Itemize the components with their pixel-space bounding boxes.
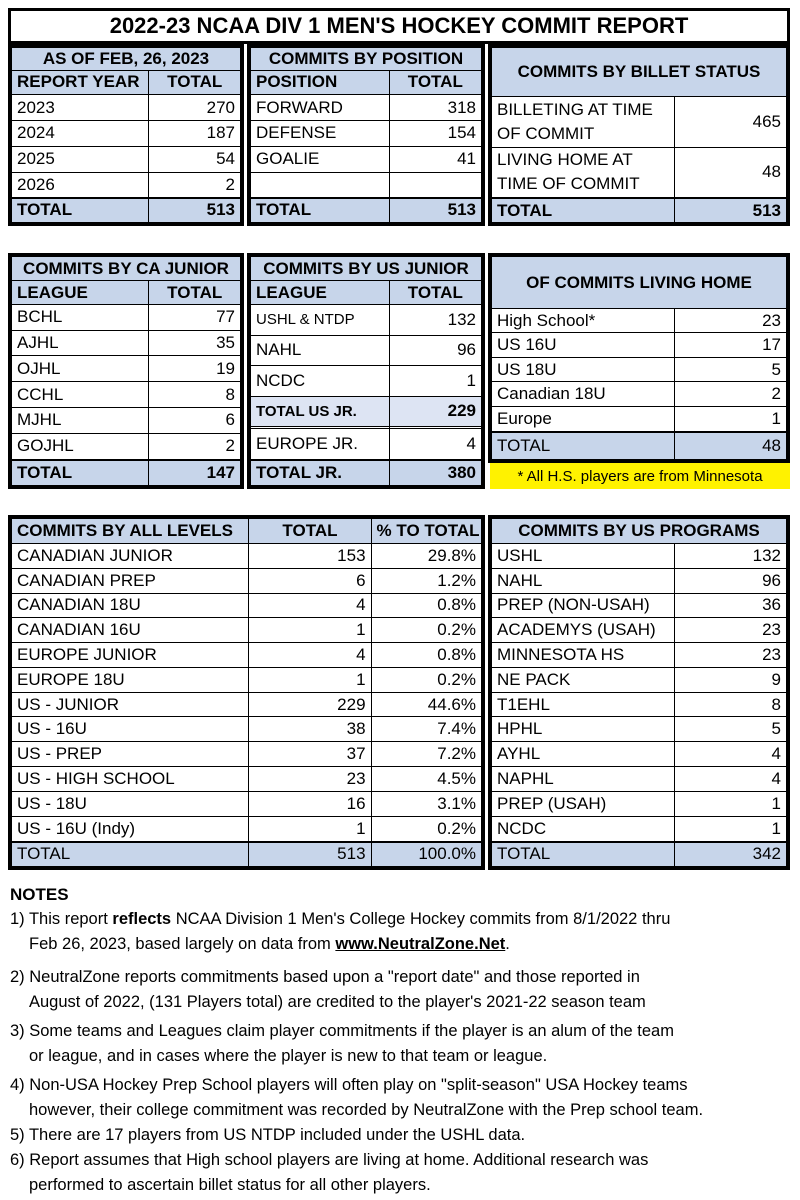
by-billet-table [488, 44, 790, 226]
program-label: ACADEMYS (USAH) [492, 618, 675, 643]
level-pct: 3.1% [371, 791, 481, 816]
total-label: TOTAL [12, 460, 149, 486]
program-value: 23 [674, 618, 786, 643]
program-value: 5 [674, 717, 786, 742]
by-position-table [247, 44, 485, 226]
note-1-cont: Feb 26, 2023, based largely on data from www.NeutralZone.Net. [29, 935, 510, 953]
total-us-jr-value: 229 [389, 396, 481, 427]
level-total: 23 [249, 767, 371, 792]
level-pct: 29.8% [371, 544, 481, 569]
home-value: 2 [674, 382, 786, 406]
home-label: Europe [492, 406, 675, 431]
level-label: US - PREP [12, 742, 249, 767]
notes-heading: NOTES [10, 885, 69, 904]
league-label: AJHL [12, 330, 149, 356]
note-4: 4) Non-USA Hockey Prep School players will often play on "split-season" USA Hockey teams [10, 1076, 688, 1094]
league-value: 77 [149, 305, 241, 331]
position-label: DEFENSE [251, 121, 390, 147]
total-jr-value: 380 [389, 460, 481, 486]
league-label: NCDC [251, 366, 390, 397]
level-label: CANADIAN 18U [12, 593, 249, 618]
total-value: 48 [674, 432, 786, 460]
level-pct: 0.2% [371, 667, 481, 692]
level-total: 153 [249, 544, 371, 569]
level-label: EUROPE 18U [12, 667, 249, 692]
us-programs-table [488, 515, 790, 870]
level-total: 1 [249, 667, 371, 692]
home-value: 5 [674, 357, 786, 381]
ca-junior-header: COMMITS BY CA JUNIOR [12, 257, 241, 281]
note-1: 1) This report reflects NCAA Division 1 Men's College Hockey commits from 8/1/2022 thru [10, 910, 671, 928]
ca-junior-table [8, 253, 244, 489]
level-pct: 7.4% [371, 717, 481, 742]
level-label: US - HIGH SCHOOL [12, 767, 249, 792]
program-value: 1 [674, 791, 786, 816]
total-value: 147 [149, 460, 241, 486]
level-total: 16 [249, 791, 371, 816]
billet-label: LIVING HOME AT TIME OF COMMIT [492, 147, 675, 198]
by-billet-header: COMMITS BY BILLET STATUS [492, 48, 787, 97]
note-6-cont: performed to ascertain billet status for all other players. [29, 1176, 431, 1194]
league-label: NAHL [251, 335, 390, 366]
level-pct: 44.6% [371, 692, 481, 717]
league-value: 132 [389, 305, 481, 336]
league-value: 35 [149, 330, 241, 356]
league-value: 1 [389, 366, 481, 397]
program-label: AYHL [492, 742, 675, 767]
position-value: 41 [389, 146, 481, 172]
level-label: CANADIAN PREP [12, 568, 249, 593]
program-value: 4 [674, 742, 786, 767]
total-label: TOTAL [492, 842, 675, 867]
living-home-header: OF COMMITS LIVING HOME [492, 257, 787, 309]
col-league: LEAGUE [12, 281, 149, 305]
home-label: US 16U [492, 333, 675, 357]
col-position: POSITION [251, 70, 390, 95]
col-total: TOTAL [149, 70, 241, 95]
col-total: TOTAL [149, 281, 241, 305]
total-label: TOTAL [12, 842, 249, 867]
level-label: CANADIAN 16U [12, 618, 249, 643]
total-value: 513 [149, 198, 241, 223]
league-value: 6 [149, 407, 241, 433]
level-label: EUROPE JUNIOR [12, 643, 249, 668]
empty-cell [389, 172, 481, 198]
billet-value: 465 [674, 96, 786, 147]
program-value: 4 [674, 767, 786, 792]
year-label: 2026 [12, 172, 149, 198]
program-value: 96 [674, 568, 786, 593]
level-total: 4 [249, 643, 371, 668]
col-total: TOTAL [389, 281, 481, 305]
year-label: 2025 [12, 146, 149, 172]
by-year-table [8, 44, 244, 226]
billet-label: BILLETING AT TIME OF COMMIT [492, 96, 675, 147]
total-pct: 100.0% [371, 842, 481, 867]
total-value: 513 [674, 198, 786, 222]
level-label: US - 16U [12, 717, 249, 742]
program-value: 36 [674, 593, 786, 618]
league-value: 96 [389, 335, 481, 366]
all-levels-table [8, 515, 485, 870]
league-label: CCHL [12, 382, 149, 408]
total-value: 342 [674, 842, 786, 867]
col-all-levels: COMMITS BY ALL LEVELS [12, 519, 249, 544]
home-value: 17 [674, 333, 786, 357]
total-label: TOTAL [492, 198, 675, 222]
total-value: 513 [249, 842, 371, 867]
level-label: US - 18U [12, 791, 249, 816]
level-pct: 1.2% [371, 568, 481, 593]
note-5: 5) There are 17 players from US NTDP included under the USHL data. [10, 1126, 526, 1144]
league-label: OJHL [12, 356, 149, 382]
us-junior-header: COMMITS BY US JUNIOR [251, 257, 482, 281]
program-label: NCDC [492, 816, 675, 841]
league-label: BCHL [12, 305, 149, 331]
total-label: TOTAL [251, 198, 390, 223]
us-programs-header: COMMITS BY US PROGRAMS [492, 519, 787, 544]
home-value: 23 [674, 309, 786, 333]
league-value: 19 [149, 356, 241, 382]
by-year-header: AS OF FEB, 26, 2023 [12, 48, 241, 71]
year-value: 270 [149, 95, 241, 121]
level-total: 229 [249, 692, 371, 717]
total-us-jr-label: TOTAL US JR. [251, 396, 390, 427]
position-label: GOALIE [251, 146, 390, 172]
europe-jr-value: 4 [389, 428, 481, 459]
notes-section [10, 882, 792, 1198]
level-pct: 7.2% [371, 742, 481, 767]
position-label: FORWARD [251, 95, 390, 121]
level-label: CANADIAN JUNIOR [12, 544, 249, 569]
program-label: T1EHL [492, 692, 675, 717]
level-label: US - 16U (Indy) [12, 816, 249, 841]
total-jr-label: TOTAL JR. [251, 460, 390, 486]
level-pct: 0.2% [371, 816, 481, 841]
home-label: High School* [492, 309, 675, 333]
home-label: Canadian 18U [492, 382, 675, 406]
program-label: NE PACK [492, 667, 675, 692]
total-value: 513 [389, 198, 481, 223]
level-pct: 4.5% [371, 767, 481, 792]
home-label: US 18U [492, 357, 675, 381]
league-value: 2 [149, 433, 241, 459]
program-label: HPHL [492, 717, 675, 742]
billet-value: 48 [674, 147, 786, 198]
program-label: PREP (NON-USAH) [492, 593, 675, 618]
program-value: 8 [674, 692, 786, 717]
league-label: GOJHL [12, 433, 149, 459]
level-total: 38 [249, 717, 371, 742]
col-total: TOTAL [249, 519, 371, 544]
program-value: 1 [674, 816, 786, 841]
program-label: NAHL [492, 568, 675, 593]
home-value: 1 [674, 406, 786, 431]
position-value: 154 [389, 121, 481, 147]
col-report-year: REPORT YEAR [12, 70, 149, 95]
total-label: TOTAL [492, 432, 675, 460]
minnesota-note: * All H.S. players are from Minnesota [490, 463, 790, 489]
total-label: TOTAL [12, 198, 149, 223]
note-6: 6) Report assumes that High school players are living at home. Additional research was [10, 1151, 649, 1169]
living-home-table [488, 253, 790, 463]
level-pct: 0.8% [371, 643, 481, 668]
year-label: 2024 [12, 121, 149, 147]
position-value: 318 [389, 95, 481, 121]
program-label: MINNESOTA HS [492, 643, 675, 668]
year-value: 2 [149, 172, 241, 198]
level-label: US - JUNIOR [12, 692, 249, 717]
note-2: 2) NeutralZone reports commitments based upon a "report date" and those reported in [10, 968, 640, 986]
league-label: MJHL [12, 407, 149, 433]
year-value: 54 [149, 146, 241, 172]
league-value: 8 [149, 382, 241, 408]
level-total: 1 [249, 816, 371, 841]
year-value: 187 [149, 121, 241, 147]
program-value: 23 [674, 643, 786, 668]
neutralzone-link[interactable]: www.NeutralZone.Net [335, 935, 506, 953]
note-3: 3) Some teams and Leagues claim player commitments if the player is an alum of the team [10, 1022, 674, 1040]
europe-jr-label: EUROPE JR. [251, 428, 390, 459]
col-league: LEAGUE [251, 281, 390, 305]
note-4-cont: however, their college commitment was recorded by NeutralZone with the Prep school team. [29, 1101, 704, 1119]
note-3-cont: or league, and in cases where the player is new to that team or league. [29, 1047, 548, 1065]
level-total: 1 [249, 618, 371, 643]
note-2-cont: August of 2022, (131 Players total) are credited to the player's 2021-22 season team [29, 993, 646, 1011]
level-pct: 0.8% [371, 593, 481, 618]
level-total: 37 [249, 742, 371, 767]
level-pct: 0.2% [371, 618, 481, 643]
level-total: 6 [249, 568, 371, 593]
col-total: TOTAL [389, 70, 481, 95]
year-label: 2023 [12, 95, 149, 121]
program-label: PREP (USAH) [492, 791, 675, 816]
empty-cell [251, 172, 390, 198]
league-label: USHL & NTDP [251, 305, 390, 336]
report-title: 2022-23 NCAA DIV 1 MEN'S HOCKEY COMMIT REPORT [8, 8, 790, 44]
by-position-header: COMMITS BY POSITION [251, 48, 482, 71]
program-label: NAPHL [492, 767, 675, 792]
level-total: 4 [249, 593, 371, 618]
us-junior-table [247, 253, 485, 489]
col-pct: % TO TOTAL [371, 519, 481, 544]
program-value: 9 [674, 667, 786, 692]
program-label: USHL [492, 544, 675, 569]
program-value: 132 [674, 544, 786, 569]
